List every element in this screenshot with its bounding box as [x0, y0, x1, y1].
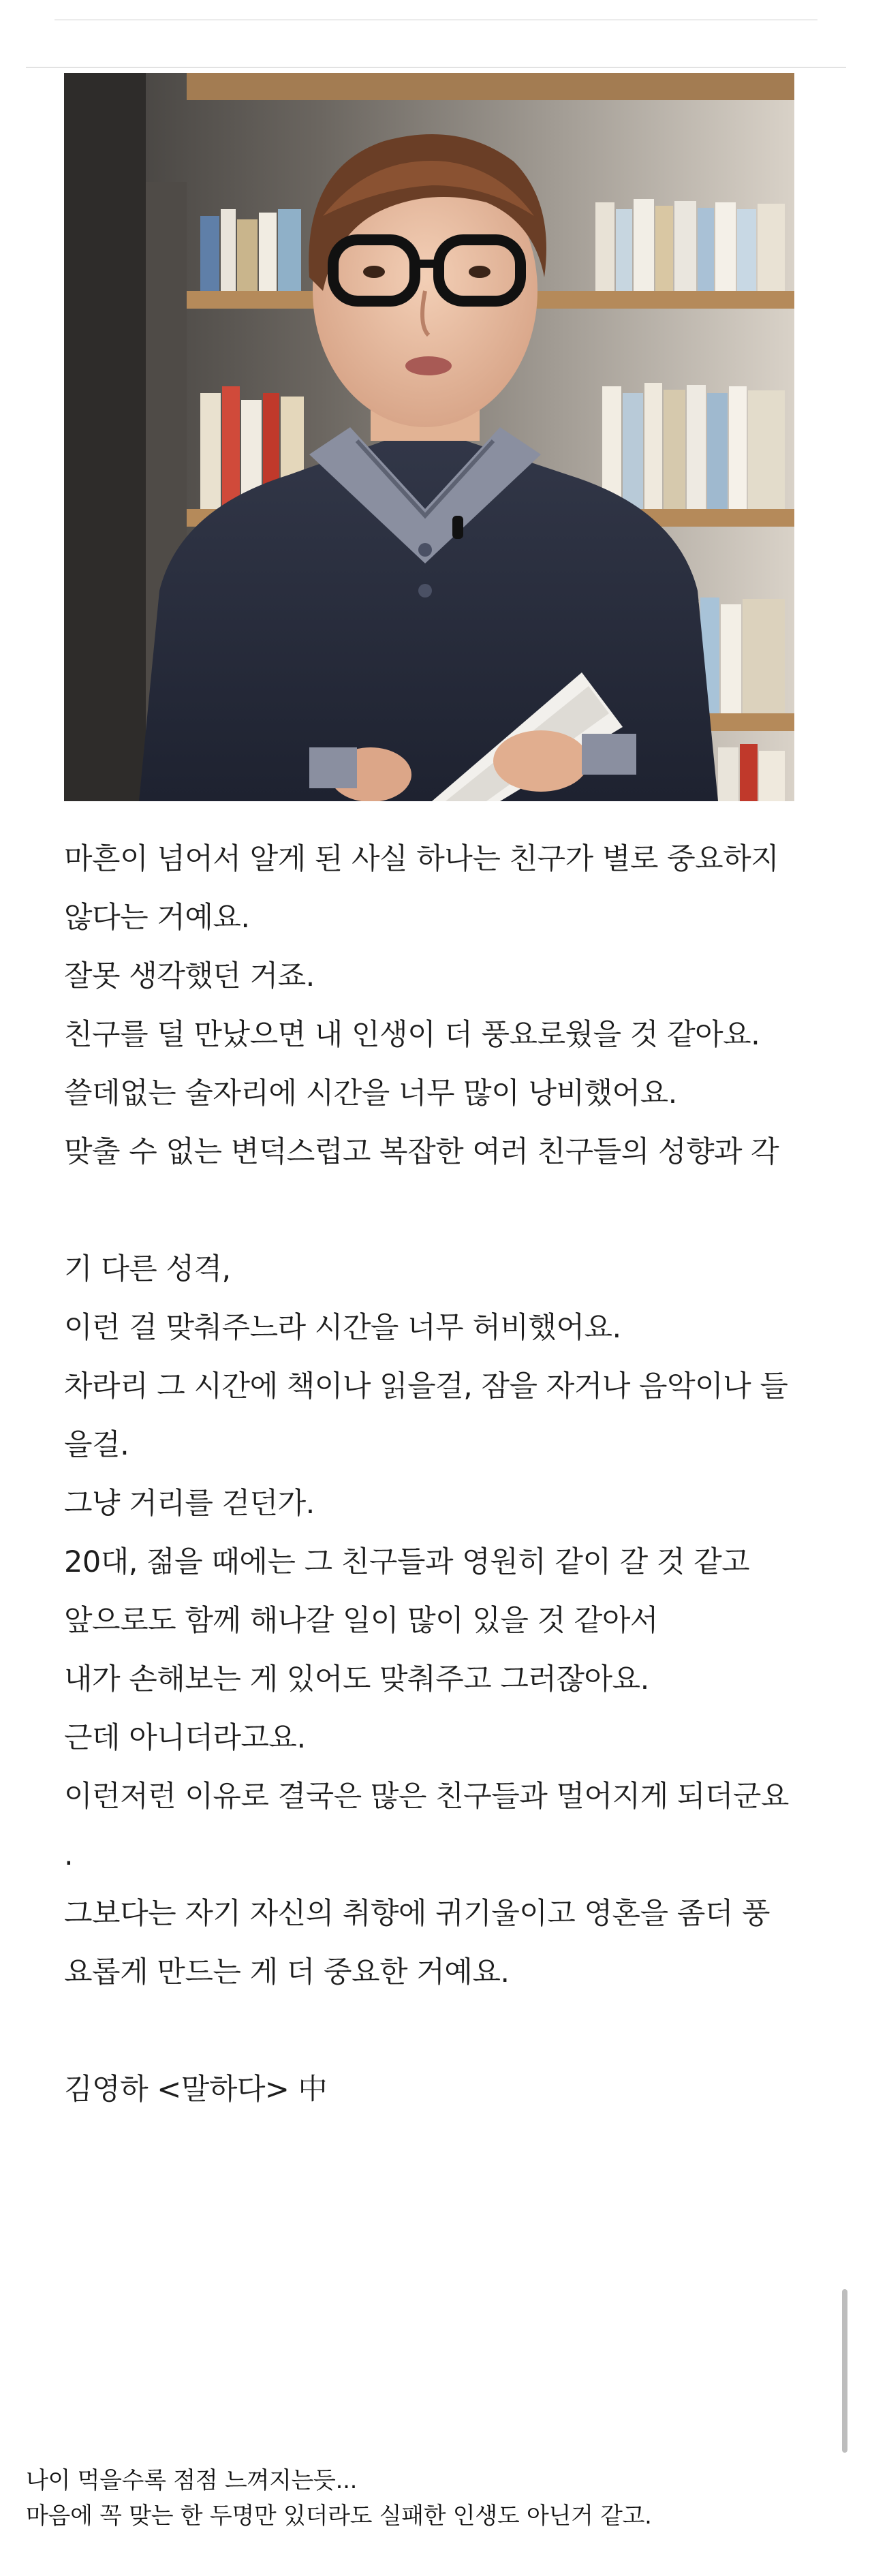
author-photo [64, 73, 794, 801]
article-line: 맞출 수 없는 변덕스럽고 복잡한 여러 친구들의 성향과 각 [64, 1135, 779, 1169]
article-line: . [64, 1838, 74, 1872]
article-line: 잘못 생각했던 거죠. [64, 959, 315, 993]
article-line: 쓸데없는 술자리에 시간을 너무 많이 낭비했어요. [64, 1076, 677, 1111]
article-line: 앞으로도 함께 해나갈 일이 많이 있을 것 같아서 [64, 1604, 658, 1638]
caption-line-2: 마음에 꼭 맞는 한 두명만 있더라도 실패한 인생도 아닌거 같고. [26, 2502, 652, 2530]
article-line: 기 다른 성격, [64, 1252, 231, 1286]
author-photo-illustration [64, 73, 794, 801]
content-divider [26, 67, 846, 68]
paragraph-gap [64, 1181, 820, 1240]
article-line: 요롭게 만드는 게 더 중요한 거예요. [64, 1955, 510, 1989]
article-line: 마흔이 넘어서 알게 된 사실 하나는 친구가 별로 중요하지 [64, 842, 779, 876]
article-source: 김영하 <말하다> 中 [64, 2073, 328, 2107]
article-line: 그보다는 자기 자신의 취향에 귀기울이고 영혼을 좀더 풍 [64, 1897, 770, 1931]
article-line: 친구를 덜 만났으면 내 인생이 더 풍요로웠을 것 같아요. [64, 1018, 760, 1052]
article-line: 근데 아니더라고요. [64, 1721, 306, 1755]
article-line: 이런 걸 맞춰주느라 시간을 너무 허비했어요. [64, 1311, 621, 1345]
article-line: 그냥 거리를 걷던가. [64, 1487, 315, 1521]
top-divider [54, 19, 818, 20]
article-body [64, 830, 820, 2119]
paragraph-gap [64, 2002, 820, 2060]
article-line: 차라리 그 시간에 책이나 읽을걸, 잠을 자거나 음악이나 들 [64, 1369, 788, 1403]
article-line: 내가 손해보는 게 있어도 맞춰주고 그러잖아요. [64, 1662, 649, 1696]
article-line: 을걸. [64, 1428, 129, 1462]
post-caption [26, 2463, 843, 2534]
article-line: 20대, 젊을 때에는 그 친구들과 영원히 같이 갈 것 같고 [64, 1545, 750, 1579]
article-line: 않다는 거예요. [64, 901, 250, 935]
scrollbar-thumb[interactable] [842, 2289, 847, 2453]
article-line: 이런저런 이유로 결국은 많은 친구들과 멀어지게 되더군요 [64, 1780, 789, 1814]
caption-line-1: 나이 먹을수록 점점 느껴지는듯... [26, 2467, 358, 2494]
